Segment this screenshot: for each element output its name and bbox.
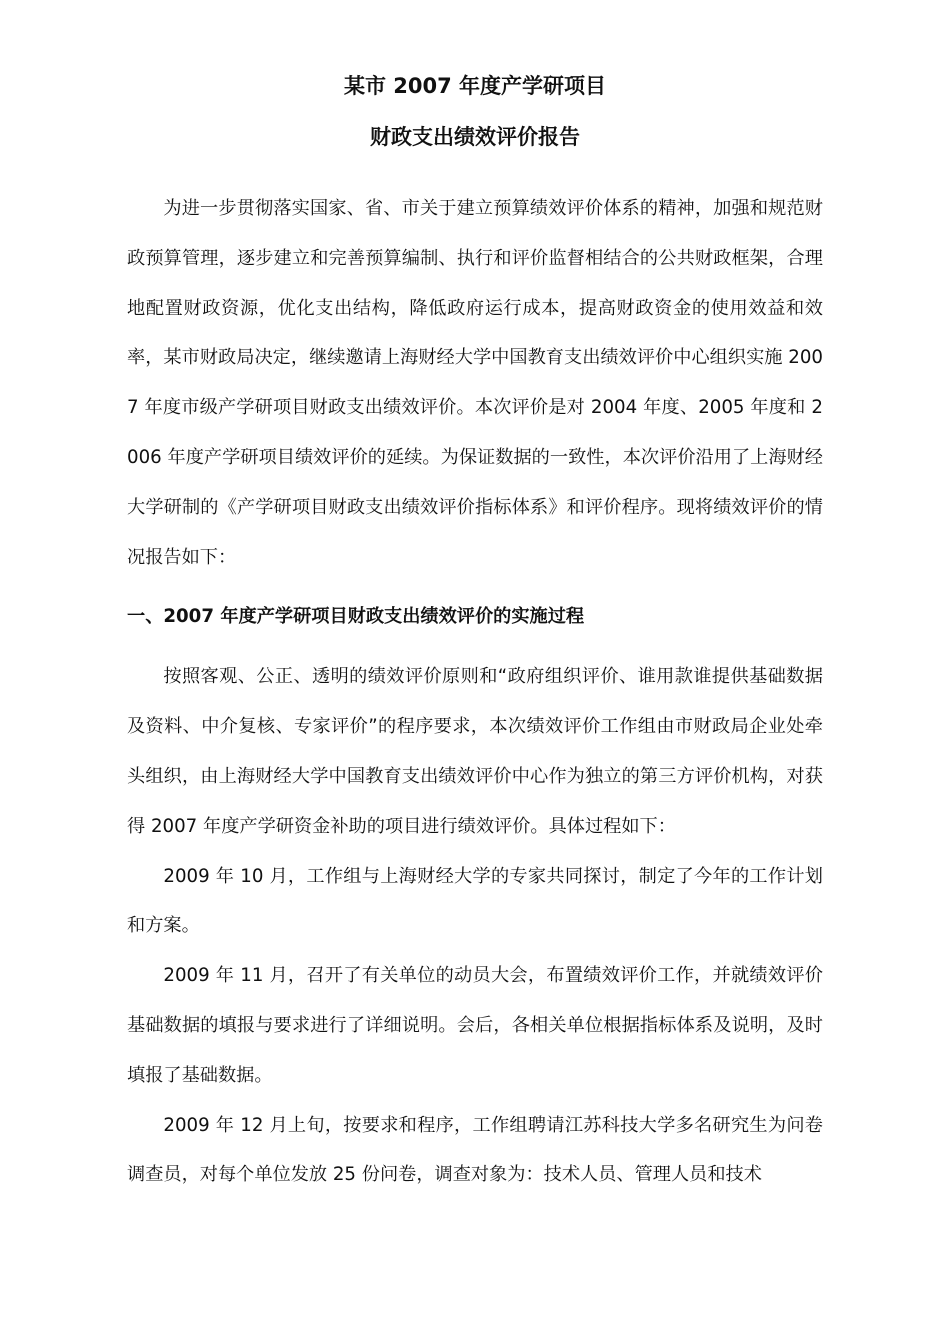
- document-body: [127, 184, 823, 1200]
- document-title-line-2: 财政支出绩效评价报告: [370, 125, 580, 149]
- section-1-heading: 一、2007 年度产学研项目财政支出绩效评价的实施过程: [127, 606, 585, 628]
- section-1-paragraph-2: 2009 年 10 月，工作组与上海财经大学的专家共同探讨，制定了今年的工作计划和方案。: [127, 865, 823, 937]
- document-title-line-1: 某市 2007 年度产学研项目: [343, 74, 607, 98]
- section-1-paragraph-4: 2009 年 12 月上旬，按要求和程序，工作组聘请江苏科技大学多名研究生为问卷调查员，对每个单位发放 25 份问卷，调查对象为：技术人员、管理人员和技术: [127, 1114, 823, 1186]
- section-1-paragraph-1: 按照客观、公正、透明的绩效评价原则和“政府组织评价、谁用款谁提供基础数据及资料、中介复核、专家评价”的程序要求，本次绩效评价工作组由市财政局企业处牵头组织，由上海财经大学中国教育支出绩效评价中心作为独立的第三方评价机构，对获得 2007 年度产学研资金补助的项目进行绩效评价。具体过程如下：: [127, 666, 823, 837]
- section-1-paragraph-3: 2009 年 11 月，召开了有关单位的动员大会，布置绩效评价工作，并就绩效评价基础数据的填报与要求进行了详细说明。会后，各相关单位根据指标体系及说明，及时填报了基础数据。: [127, 965, 823, 1086]
- intro-paragraph: 为进一步贯彻落实国家、省、市关于建立预算绩效评价体系的精神，加强和规范财政预算管理，逐步建立和完善预算编制、执行和评价监督相结合的公共财政框架，合理地配置财政资源，优化支出结构，降低政府运行成本，提高财政资金的使用效益和效率，某市财政局决定，继续邀请上海财经大学中国教育支出绩效评价中心组织实施 2007 年度市级产学研项目财政支出绩效评价。本次评价是对 2004 年度、2005 年度和 2006 年度产学研项目绩效评价的延续。为保证数据的一致性，本次评价沿用了上海财经大学研制的《产学研项目财政支出绩效评价指标体系》和评价程序。现将绩效评价的情况报告如下：: [127, 198, 823, 568]
